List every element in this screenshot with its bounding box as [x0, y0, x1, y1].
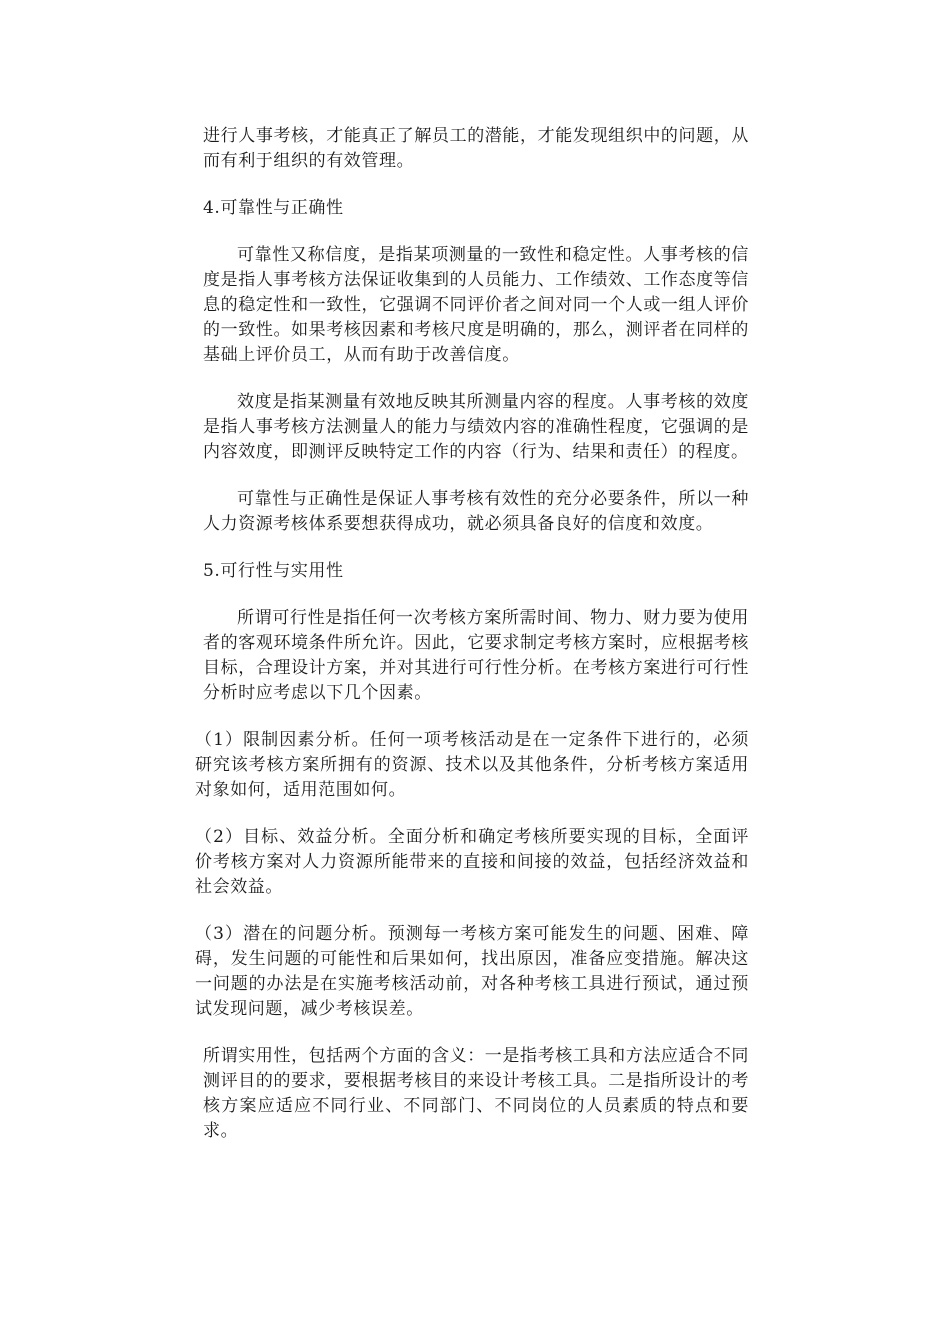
document-body	[195, 124, 749, 1166]
list-item-constraints: （1）限制因素分析。任何一项考核活动是在一定条件下进行的，必须研究该考核方案所拥有的资源、技术以及其他条件，分析考核方案适用对象如何，适用范围如何。	[195, 730, 749, 800]
section-heading-4: 4.可靠性与正确性	[203, 198, 344, 218]
section-heading-5: 5.可行性与实用性	[203, 561, 344, 581]
paragraph-reliability: 可靠性又称信度，是指某项测量的一致性和稳定性。人事考核的信度是指人事考核方法保证收集到的人员能力、工作绩效、工作态度等信息的稳定性和一致性，它强调不同评价者之间对同一个人或一组人评价的一致性。如果考核因素和考核尺度是明确的，那么，测评者在同样的基础上评价员工，从而有助于改善信度。	[203, 245, 749, 365]
list-item-goals-benefits: （2）目标、效益分析。全面分析和确定考核所要实现的目标，全面评价考核方案对人力资源所能带来的直接和间接的效益，包括经济效益和社会效益。	[195, 827, 749, 897]
paragraph-reliability-validity-conclusion: 可靠性与正确性是保证人事考核有效性的充分必要条件，所以一种人力资源考核体系要想获得成功，就必须具备良好的信度和效度。	[203, 489, 749, 534]
list-item-potential-problems: （3）潜在的问题分析。预测每一考核方案可能发生的问题、困难、障碍，发生问题的可能性和后果如何，找出原因，准备应变措施。解决这一问题的办法是在实施考核活动前，对各种考核工具进行预试，通过预试发现问题，减少考核误差。	[195, 924, 749, 1019]
paragraph-intro: 进行人事考核，才能真正了解员工的潜能，才能发现组织中的问题，从而有利于组织的有效管理。	[203, 126, 749, 171]
paragraph-validity: 效度是指某测量有效地反映其所测量内容的程度。人事考核的效度是指人事考核方法测量人的能力与绩效内容的准确性程度，它强调的是内容效度，即测评反映特定工作的内容（行为、结果和责任）的程度。	[203, 392, 749, 462]
paragraph-feasibility: 所谓可行性是指任何一次考核方案所需时间、物力、财力要为使用者的客观环境条件所允许。因此，它要求制定考核方案时，应根据考核目标，合理设计方案，并对其进行可行性分析。在考核方案进行可行性分析时应考虑以下几个因素。	[203, 608, 749, 703]
paragraph-practicality: 所谓实用性，包括两个方面的含义：一是指考核工具和方法应适合不同测评目的的要求，要根据考核目的来设计考核工具。二是指所设计的考核方案应适应不同行业、不同部门、不同岗位的人员素质的特点和要求。	[203, 1046, 749, 1141]
